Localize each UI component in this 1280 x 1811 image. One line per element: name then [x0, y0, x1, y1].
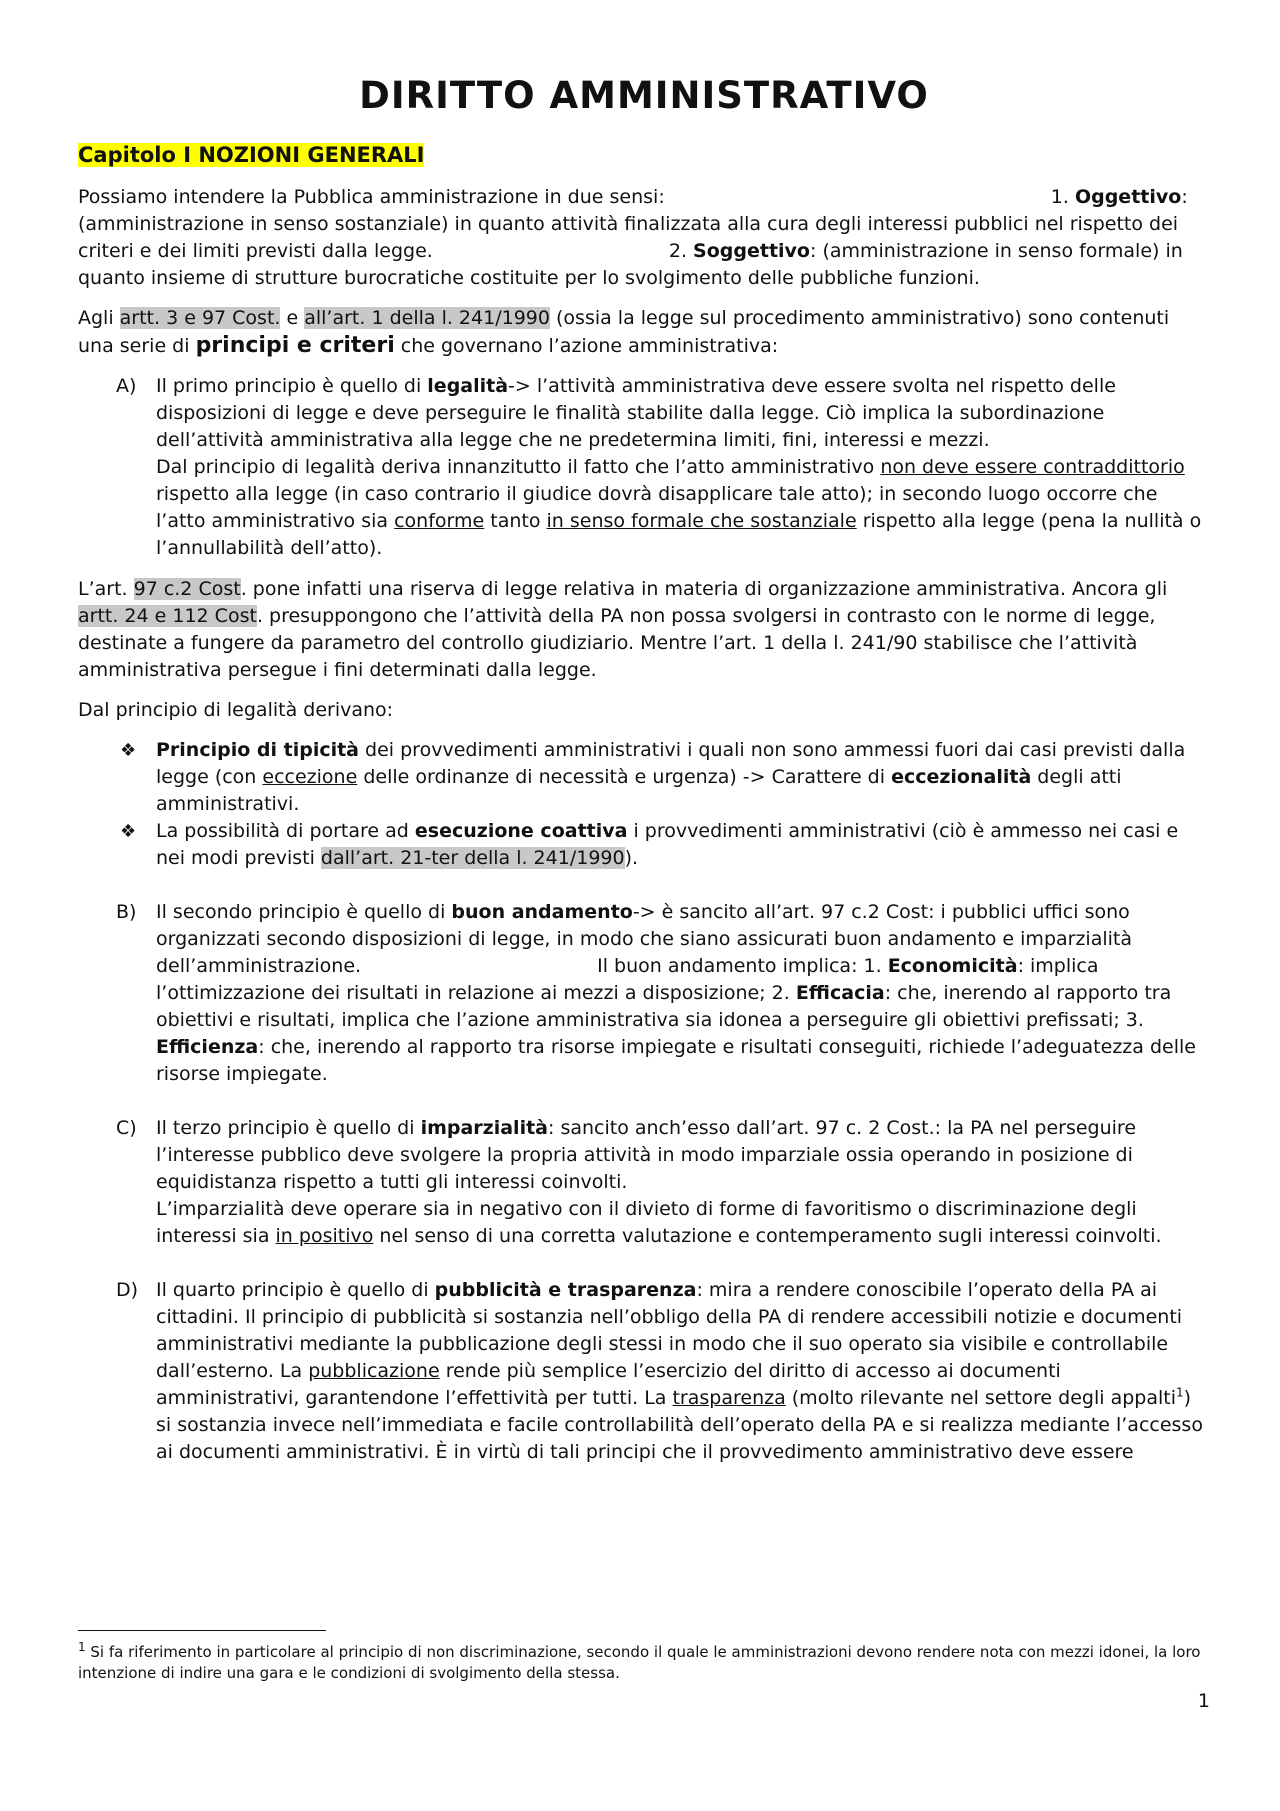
- intro-term-soggettivo: Soggettivo: [693, 240, 810, 262]
- principles-list-a: [78, 373, 1210, 562]
- footnote-text: Si fa riferimento in particolare al principio di non discriminazione, secondo il quale le amministrazioni devono rendere nota con mezzi idonei, la loro intenzione di indire una gara e le condizioni di svolgimento della stessa.: [78, 1643, 1201, 1682]
- item-text: : mira a rendere conoscibile l’operato della PA ai cittadini. Il principio di pubblicità si sostanzia nell’obbligo della PA di rendere accessibili notizie e documenti amministrativi mediante la pubblicazione degli stessi in modo che il suo operato sia visibile e controllabile dall’esterno. La: [156, 1279, 1183, 1382]
- emphasized-term: principi e criteri: [195, 333, 395, 358]
- intro-text: : (amministrazione in senso sostanziale) in quanto attività finalizzata alla cura degli interessi pubblici nel rispetto dei criteri e dei limiti previsti dalla legge.: [78, 186, 1188, 262]
- footnote: [78, 1642, 1210, 1684]
- bullet-text: degli atti amministrativi.: [156, 766, 1122, 815]
- underlined-text: in positivo: [275, 1225, 374, 1247]
- list-item-d: [78, 1277, 1210, 1466]
- law-reference: dall’art. 21-ter della l. 241/1990: [320, 847, 625, 869]
- chapter-heading: [78, 140, 1210, 170]
- bullet-text: ).: [624, 847, 639, 869]
- term-legalita: legalità: [427, 375, 509, 397]
- underlined-text: conforme: [394, 510, 485, 532]
- bullet-text: i provvedimenti amministrativi (ciò è ammesso nei casi e nei modi previsti: [156, 820, 1179, 869]
- intro-term-oggettivo: Oggettivo: [1074, 186, 1182, 208]
- diamond-bullet-icon: ❖: [120, 740, 137, 761]
- chapter-title: Capitolo I NOZIONI GENERALI: [78, 143, 425, 167]
- principles-list-bcd: [78, 899, 1210, 1466]
- footnote-reference[interactable]: 1: [1176, 1385, 1184, 1400]
- derive-bullet-list: [78, 737, 1210, 872]
- item-text: -> l’attività amministrativa deve essere svolta nel rispetto delle disposizioni di legge e deve perseguire le finalità stabilite dalla legge. Ciò implica la subordinazione dell’attività amministrativa alla legge che ne predetermina limiti, fini, interessi e mezzi.: [156, 375, 1116, 451]
- document-body: [78, 72, 1210, 1478]
- item-text: Il secondo principio è quello di: [156, 901, 452, 923]
- diamond-bullet-icon: ❖: [120, 821, 137, 842]
- item-text: ) si sostanzia invece nell’immediata e facile controllabilità dell’operato della PA e si realizza mediante l’accesso ai documenti amministrativi. È in virtù di tali principi che il provvedimento amministrativo deve essere: [156, 1387, 1203, 1463]
- term-economicita: Economicità: [887, 955, 1018, 977]
- derive-paragraph: Dal principio di legalità derivano:: [78, 699, 394, 721]
- footnote-separator: [78, 1630, 326, 1631]
- underlined-text: trasparenza: [672, 1387, 786, 1409]
- item-text: Il quarto principio è quello di: [156, 1279, 435, 1301]
- item-text: Il terzo principio è quello di: [156, 1117, 421, 1139]
- list-item-c: [78, 1115, 1210, 1250]
- underlined-text: non deve essere contraddittorio: [880, 456, 1185, 478]
- underlined-text: eccezione: [262, 766, 358, 788]
- item-text: -> è sancito all’art. 97 c.2 Cost: i pubblici uffici sono organizzati secondo disposizioni di legge, in modo che siano assicurati buon andamento e imparzialità dell’amministrazione.: [156, 901, 1133, 977]
- item-text: : che, inerendo al rapporto tra risorse impiegate e risultati conseguiti, richiede l’adeguatezza delle risorse impiegate.: [156, 1036, 1196, 1085]
- paragraph-text: . pone infatti una riserva di legge relativa in materia di organizzazione amministrativa. Ancora gli: [240, 578, 1168, 600]
- item-text: rende più semplice l’esercizio del diritto di accesso ai documenti amministrativi, garantendone l’effettività per tutti. La: [156, 1360, 1061, 1409]
- law-reference: 97 c.2 Cost: [133, 578, 241, 600]
- item-text: L’imparzialità deve operare sia in negativo con il divieto di forme di favoritismo o discriminazione degli interessi sia: [156, 1198, 1137, 1247]
- item-text: rispetto alla legge (pena la nullità o l’annullabilità dell’atto).: [156, 510, 1202, 559]
- item-text: Il buon andamento implica: 1.: [597, 955, 888, 977]
- intro-text: Possiamo intendere la Pubblica amministrazione in due sensi:: [78, 186, 665, 208]
- list-item-b: [78, 899, 1210, 1088]
- paragraph-text: e: [280, 307, 305, 329]
- principles-intro-paragraph: [78, 305, 1210, 360]
- intro-paragraph: [78, 184, 1210, 292]
- underlined-text: in senso formale che sostanziale: [546, 510, 857, 532]
- item-text: nel senso di una corretta valutazione e contemperamento sugli interessi coinvolti.: [373, 1225, 1162, 1247]
- term-eccezionalita: eccezionalità: [891, 766, 1032, 788]
- item-text: Dal principio di legalità deriva innanzitutto il fatto che l’atto amministrativo: [156, 456, 881, 478]
- page-number: 1: [1197, 1690, 1210, 1712]
- footnote-number: 1: [78, 1640, 86, 1654]
- paragraph-text: Agli: [78, 307, 120, 329]
- list-marker: C): [116, 1117, 137, 1139]
- term-imparzialita: imparzialità: [420, 1117, 548, 1139]
- law-reference: artt. 24 e 112 Cost: [78, 605, 257, 627]
- item-text: (molto rilevante nel settore degli appalti: [785, 1387, 1176, 1409]
- intro-number: 2.: [668, 240, 687, 262]
- list-item-a: [78, 373, 1210, 562]
- item-text: : che, inerendo al rapporto tra obiettivi e risultati, implica che l’azione amministrativa sia idonea a perseguire gli obiettivi prefissati; 3.: [156, 982, 1172, 1031]
- item-text: rispetto alla legge (in caso contrario il giudice dovrà disapplicare tale atto); in secondo luogo occorre che l’atto amministrativo sia: [156, 483, 1158, 532]
- page-title: DIRITTO AMMINISTRATIVO: [359, 74, 929, 117]
- intro-number: 1.: [1050, 186, 1069, 208]
- item-text: Il primo principio è quello di: [156, 375, 428, 397]
- item-text: tanto: [484, 510, 547, 532]
- paragraph-text: . presuppongono che l’attività della PA non possa svolgersi in contrasto con le norme di legge, destinate a fungere da parametro del controllo giudiziario. Mentre l’art. 1 della l. 241/90 stabilisce che l’attività amministrativa persegue i fini determinati dalla legge.: [78, 605, 1156, 681]
- paragraph-text: (ossia la legge sul procedimento amministrativo) sono contenuti una serie di: [78, 307, 1170, 357]
- bullet-item-esecuzione: [78, 818, 1210, 872]
- art97-paragraph: [78, 576, 1210, 684]
- term-efficacia: Efficacia: [795, 982, 885, 1004]
- intro-text: : (amministrazione in senso formale) in quanto insieme di strutture burocratiche costituite per lo svolgimento delle pubbliche funzioni.: [78, 240, 1183, 289]
- list-marker: B): [116, 901, 137, 923]
- list-marker: D): [116, 1279, 139, 1301]
- underlined-text: pubblicazione: [308, 1360, 440, 1382]
- list-marker: A): [116, 375, 137, 397]
- bullet-text: dei provvedimenti amministrativi i quali non sono ammessi fuori dai casi previsti dalla legge (con: [156, 739, 1186, 788]
- bullet-text: delle ordinanze di necessità e urgenza) -> Carattere di: [357, 766, 892, 788]
- item-text: : implica l’ottimizzazione dei risultati in relazione ai mezzi a disposizione; 2.: [156, 955, 1099, 1004]
- term-esecuzione-coattiva: esecuzione coattiva: [414, 820, 628, 842]
- paragraph-text: che governano l’azione amministrativa:: [394, 335, 779, 357]
- term-tipicita: Principio di tipicità: [156, 739, 360, 761]
- bullet-text: La possibilità di portare ad: [156, 820, 415, 842]
- term-buon-andamento: buon andamento: [451, 901, 633, 923]
- term-pubblicita-trasparenza: pubblicità e trasparenza: [434, 1279, 697, 1301]
- law-reference: artt. 3 e 97 Cost.: [119, 307, 281, 329]
- bullet-item-tipicita: [78, 737, 1210, 818]
- law-reference: all’art. 1 della l. 241/1990: [304, 307, 550, 329]
- term-efficienza: Efficienza: [156, 1036, 259, 1058]
- item-text: : sancito anch’esso dall’art. 97 c. 2 Cost.: la PA nel perseguire l’interesse pubblico deve svolgere la propria attività in modo imparziale ossia operando in posizione di equidistanza rispetto a tutti gli interessi coinvolti.: [156, 1117, 1137, 1193]
- paragraph-text: L’art.: [78, 578, 134, 600]
